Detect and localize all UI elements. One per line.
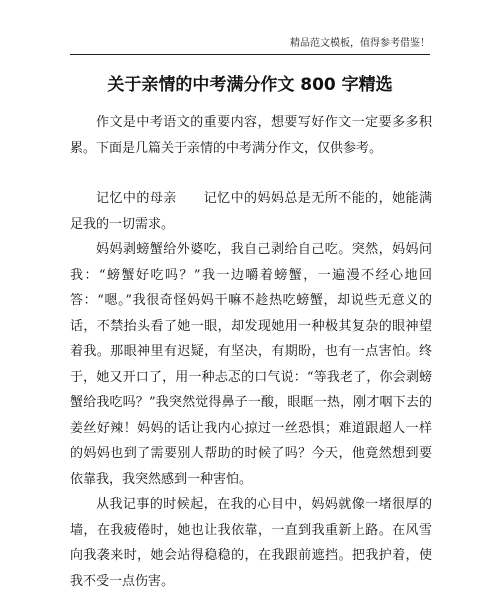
article-body xyxy=(70,110,432,594)
body-paragraph: 记忆中的母亲 记忆中的妈妈总是无所不能的，她能满足我的一切需求。 xyxy=(70,191,432,232)
body-paragraph: 从我记事的时候起，在我的心目中，妈妈就像一堵很厚的墙，在我疲倦时，她也让我依靠，一直到我重新上路。在风雪向我袭来时，她会站得稳稳的，在我跟前遮挡。把我护着，使我不受一点伤害。 xyxy=(70,497,432,589)
page-title: 关于亲情的中考满分作文 800 字精选 xyxy=(107,75,393,95)
body-paragraph: 妈妈剥螃蟹给外婆吃，我自己剥给自己吃。突然，妈妈问我：“螃蟹好吃吗？”我一边嚼着螃蟹，一遍漫不经心地回答：“嗯。”我很奇怪妈妈干嘛不趁热吃螃蟹，却说些无意义的话，不禁抬头看了她一眼，却发现她用一种极其复杂的眼神望着我。那眼神里有迟疑，有坚决，有期盼，也有一点害怕。终于，她又开口了，用一种忐忑的口气说：“等我老了，你会剥螃蟹给我吃吗？”我突然觉得鼻子一酸，眼眶一热，刚才咽下去的姜丝好辣！妈妈的话让我内心掠过一丝恐惧；难道跟超人一样的妈妈也到了需要别人帮助的时候了吗？今天，他竟然想到要依靠我，我突然感到一种害怕。 xyxy=(70,242,432,487)
intro-paragraph: 作文是中考语文的重要内容，想要写好作文一定要多多积累。下面是几篇关于亲情的中考满分作文，仅供参考。 xyxy=(70,115,432,156)
page-header: 精品范文模板，值得参考借鉴！ xyxy=(70,36,430,55)
